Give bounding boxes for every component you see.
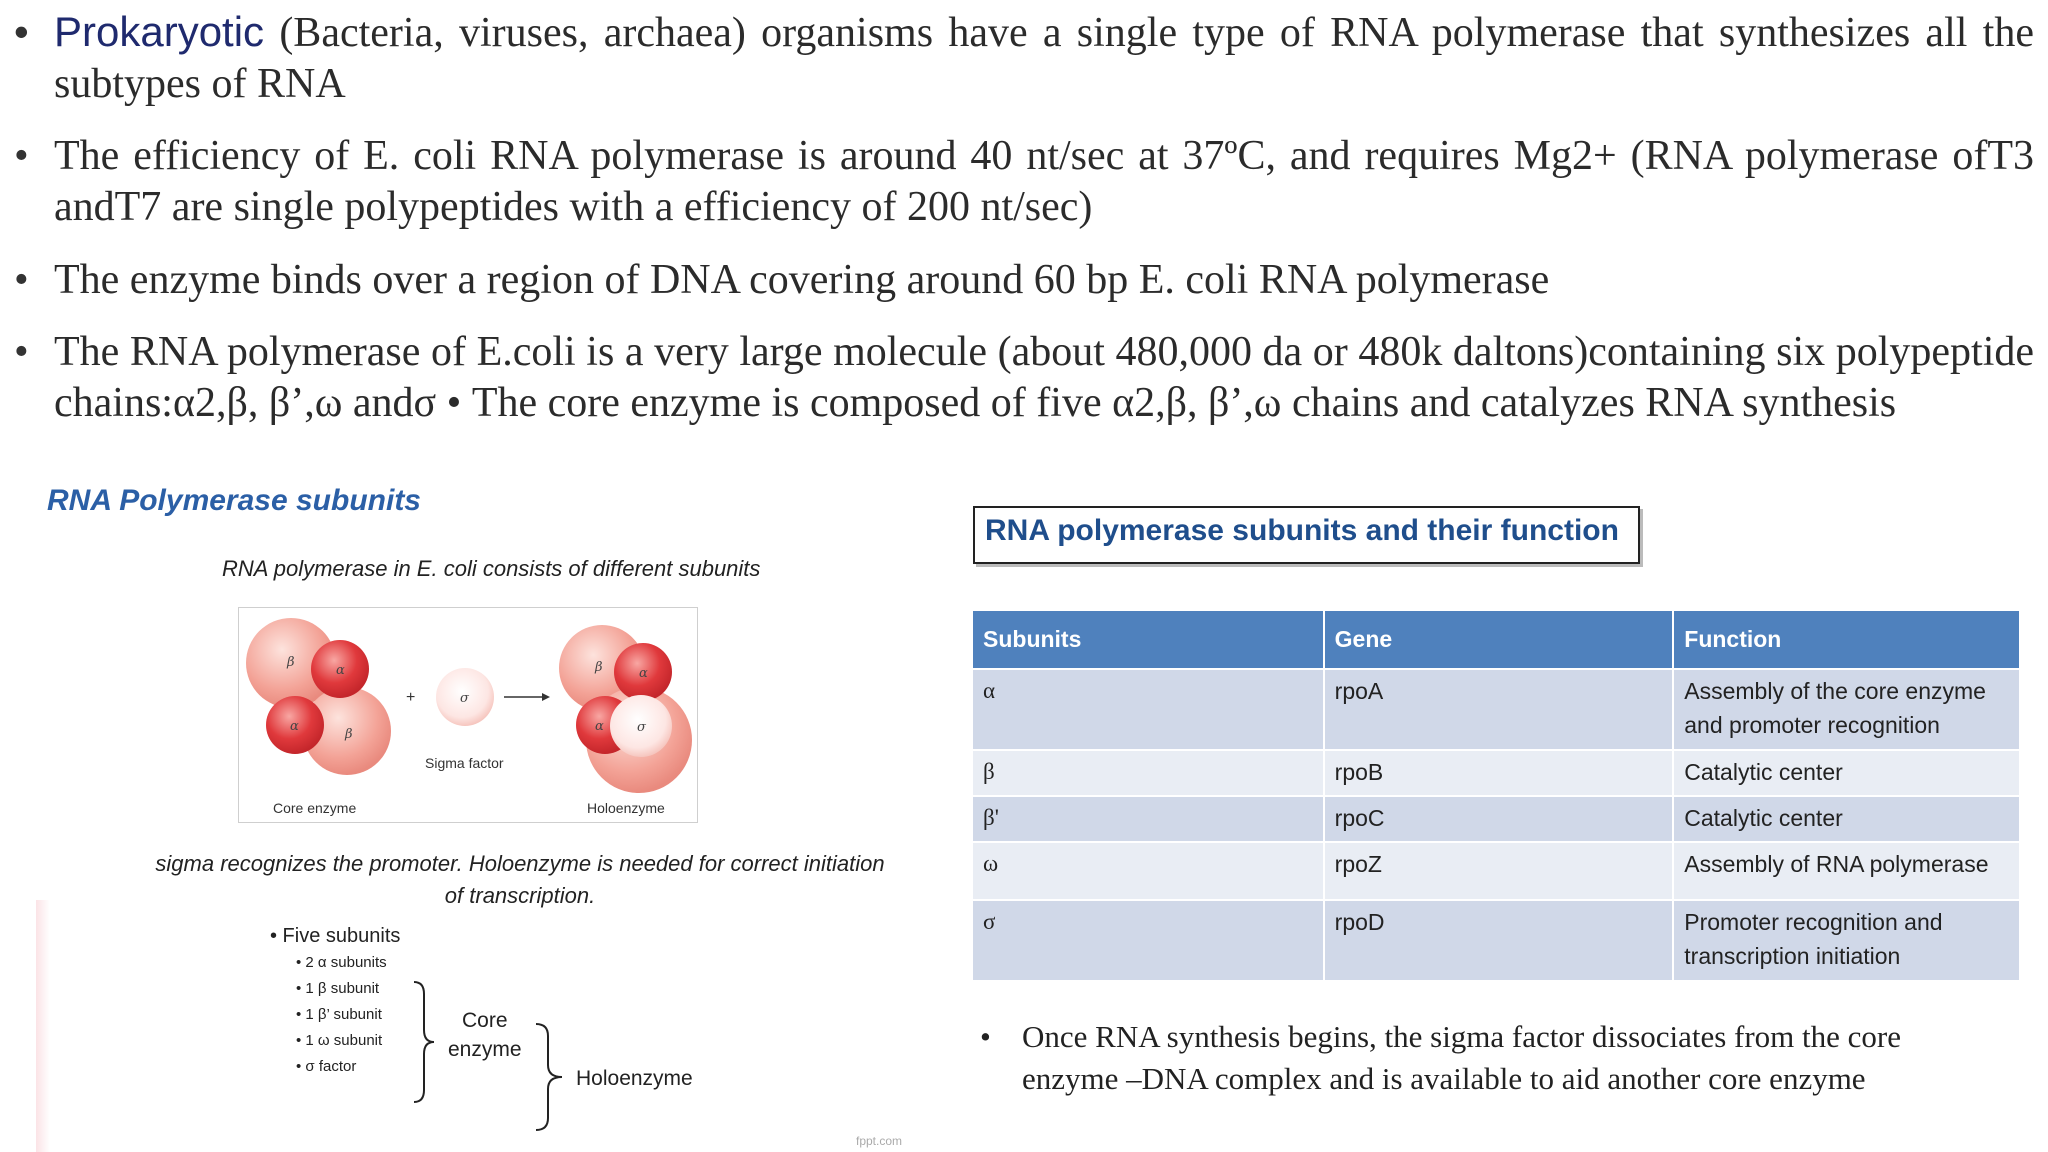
cell-function: Catalytic center xyxy=(1673,750,2020,796)
header-function: Function xyxy=(1673,611,2020,669)
holoenzyme-label: Holoenzyme xyxy=(576,1067,693,1090)
label-alpha: α xyxy=(290,719,299,734)
cell-subunit: α xyxy=(973,669,1324,750)
core-brace xyxy=(412,980,436,1104)
label-alpha: α xyxy=(639,666,648,681)
bullet-text: (Bacteria, viruses, archaea) organisms have a single type of RNA polymerase that synthesizes all the subtypes of RNA xyxy=(54,10,2034,107)
cell-function: Assembly of RNA polymerase xyxy=(1673,842,2020,900)
table-row xyxy=(973,750,2020,796)
bullet-glyph: • xyxy=(980,1019,991,1054)
holoenzyme-label: Holoenzyme xyxy=(587,800,665,816)
table-row xyxy=(973,842,2020,900)
cell-subunit: β xyxy=(973,750,1324,796)
left-panel-title: RNA Polymerase subunits xyxy=(47,484,421,517)
cell-gene: rpoZ xyxy=(1324,842,1674,900)
list-item: • 2 α subunits xyxy=(296,954,387,971)
list-item: • 1 β’ subunit xyxy=(296,1006,382,1023)
cell-gene: rpoC xyxy=(1324,796,1674,842)
list-item: • 1 ω subunit xyxy=(296,1032,383,1049)
table-row xyxy=(973,796,2020,842)
right-panel-title: RNA polymerase subunits and their function xyxy=(985,514,1619,547)
figure-caption: sigma recognizes the promoter. Holoenzyme is needed for correct initiation of transcription. xyxy=(155,851,885,908)
cell-function: Promoter recognition and transcription initiation xyxy=(1673,900,2020,980)
bullet-glyph: • xyxy=(14,329,29,375)
note-text: Once RNA synthesis begins, the sigma factor dissociates from the core enzyme –DNA complex and is available to aid another core enzyme xyxy=(1022,1019,1901,1096)
label-sigma: σ xyxy=(460,691,469,706)
core-enzyme-label: Core enzyme xyxy=(273,800,357,816)
five-subunits-list xyxy=(270,922,400,1080)
label-alpha: α xyxy=(595,719,604,734)
list-item: • σ factor xyxy=(296,1058,357,1075)
cell-function: Catalytic center xyxy=(1673,796,2020,842)
cell-gene: rpoB xyxy=(1324,750,1674,796)
table-row xyxy=(973,669,2020,750)
core-label-line2: enzyme xyxy=(448,1038,522,1061)
label-beta: β xyxy=(595,660,603,675)
figure-title: RNA polymerase in E. coli consists of different subunits xyxy=(222,556,761,581)
highlight-prokaryotic: Prokaryotic xyxy=(54,8,265,55)
five-subunits-heading: • Five subunits xyxy=(270,925,401,947)
core-enzyme-label xyxy=(448,1006,522,1064)
arrow-head xyxy=(542,693,550,701)
bullet-glyph: • xyxy=(14,8,29,55)
watermark: fppt.com xyxy=(856,1134,903,1148)
header-subunits: Subunits xyxy=(973,611,1324,669)
table-row xyxy=(973,900,2020,980)
label-sigma: σ xyxy=(637,720,646,735)
cell-subunit: ω xyxy=(973,842,1324,900)
subunit-diagram xyxy=(239,608,697,822)
label-beta: β xyxy=(345,727,353,742)
label-alpha: α xyxy=(336,663,345,678)
label-beta: β xyxy=(287,655,295,670)
cell-subunit: σ xyxy=(973,900,1324,980)
cell-gene: rpoD xyxy=(1324,900,1674,980)
table-header-row xyxy=(973,611,2020,669)
bullet-glyph: • xyxy=(14,133,29,179)
list-item: • 1 β subunit xyxy=(296,980,380,997)
sigma-factor-label: Sigma factor xyxy=(425,755,504,771)
cell-gene: rpoA xyxy=(1324,669,1674,750)
cell-function: Assembly of the core enzyme and promoter recognition xyxy=(1673,669,2020,750)
plus-sign: + xyxy=(406,689,416,706)
subunits-table xyxy=(973,611,2021,980)
core-label-line1: Core xyxy=(462,1009,508,1032)
bullet-text: The RNA polymerase of E.coli is a very large molecule (about 480,000 da or 480k daltons)containing six polypeptide chains:α2,β, β’,ω andσ • The core enzyme is composed of five α2,β, β’,ω chains and catalyzes RNA synthesis xyxy=(54,329,2034,426)
bullet-text: The efficiency of E. coli RNA polymerase is around 40 nt/sec at 37ºC, and requires Mg2+ (RNA polymerase ofT3 andT7 are single polypeptides with a efficiency of 200 nt/sec) xyxy=(54,133,2034,230)
right-panel-title-box xyxy=(973,506,1640,564)
subunit-figure xyxy=(238,607,698,823)
decorative-strip xyxy=(36,900,50,1152)
bullet-text: The enzyme binds over a region of DNA covering around 60 bp E. coli RNA polymerase xyxy=(54,257,1550,303)
bullet-glyph: • xyxy=(14,257,29,303)
cell-subunit: β' xyxy=(973,796,1324,842)
header-gene: Gene xyxy=(1324,611,1674,669)
holoenzyme-brace xyxy=(534,1022,564,1132)
